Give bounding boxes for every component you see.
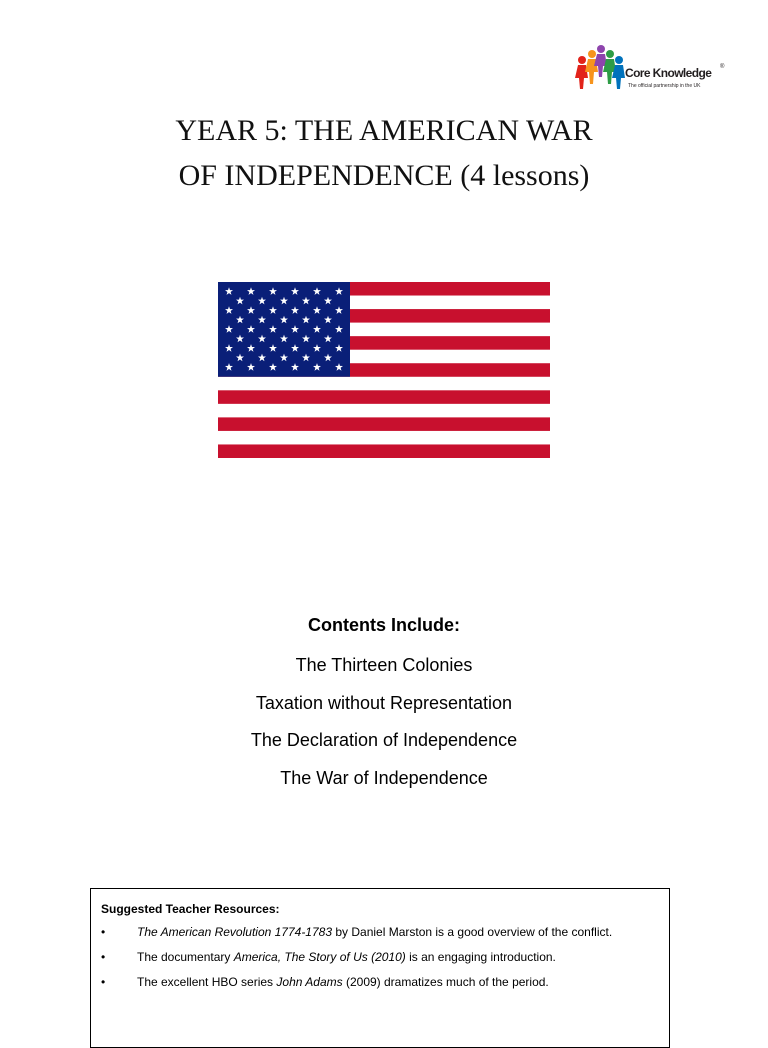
page-title-line-2: OF INDEPENDENCE (4 lessons) xyxy=(178,159,590,192)
core-knowledge-logo xyxy=(572,44,732,96)
us-flag-image xyxy=(218,282,550,458)
bullet: • xyxy=(101,925,106,939)
contents-item: The War of Independence xyxy=(280,767,488,788)
resource-text-after: (2009) dramatizes much of the period. xyxy=(342,975,549,989)
registered-mark: ® xyxy=(720,64,725,70)
contents-item: The Thirteen Colonies xyxy=(295,655,473,675)
contents-item: Taxation without Representation xyxy=(255,692,513,713)
contents-item: The Declaration of Independence xyxy=(250,730,518,750)
logo-tagline: The official partnership in the UK xyxy=(628,83,701,89)
flag-stripe xyxy=(218,377,550,391)
contents-heading: Contents Include: xyxy=(308,615,460,635)
resource-text-before: The excellent HBO series xyxy=(137,975,277,989)
flag-stripe xyxy=(218,390,550,404)
resource-title: John Adams xyxy=(276,975,343,989)
resource-text-after: is an engaging introduction. xyxy=(405,950,556,964)
teacher-resources-box xyxy=(90,888,670,1048)
flag-stripe xyxy=(218,444,550,458)
resource-title: The American Revolution 1774-1783 xyxy=(137,925,333,939)
resource-text-before: The documentary xyxy=(137,950,234,964)
flag-canton xyxy=(218,282,350,377)
resource-item xyxy=(101,972,659,993)
contents-list xyxy=(84,652,684,802)
flag-stripe xyxy=(218,417,550,431)
logo-name: Core Knowledge xyxy=(625,66,712,80)
resources-heading: Suggested Teacher Resources: xyxy=(101,902,280,916)
bullet: • xyxy=(101,950,106,964)
resource-text-after: by Daniel Marston is a good overview of the conflict. xyxy=(332,925,613,939)
flag-stripe xyxy=(218,404,550,418)
resource-item xyxy=(101,947,659,968)
bullet: • xyxy=(101,975,106,989)
resource-item xyxy=(101,922,659,943)
resource-title: America, The Story of Us (2010) xyxy=(233,950,406,964)
people-figures-icon xyxy=(572,44,626,92)
page-title-line-1: YEAR 5: THE AMERICAN WAR xyxy=(175,114,593,147)
flag-stripe xyxy=(218,431,550,445)
